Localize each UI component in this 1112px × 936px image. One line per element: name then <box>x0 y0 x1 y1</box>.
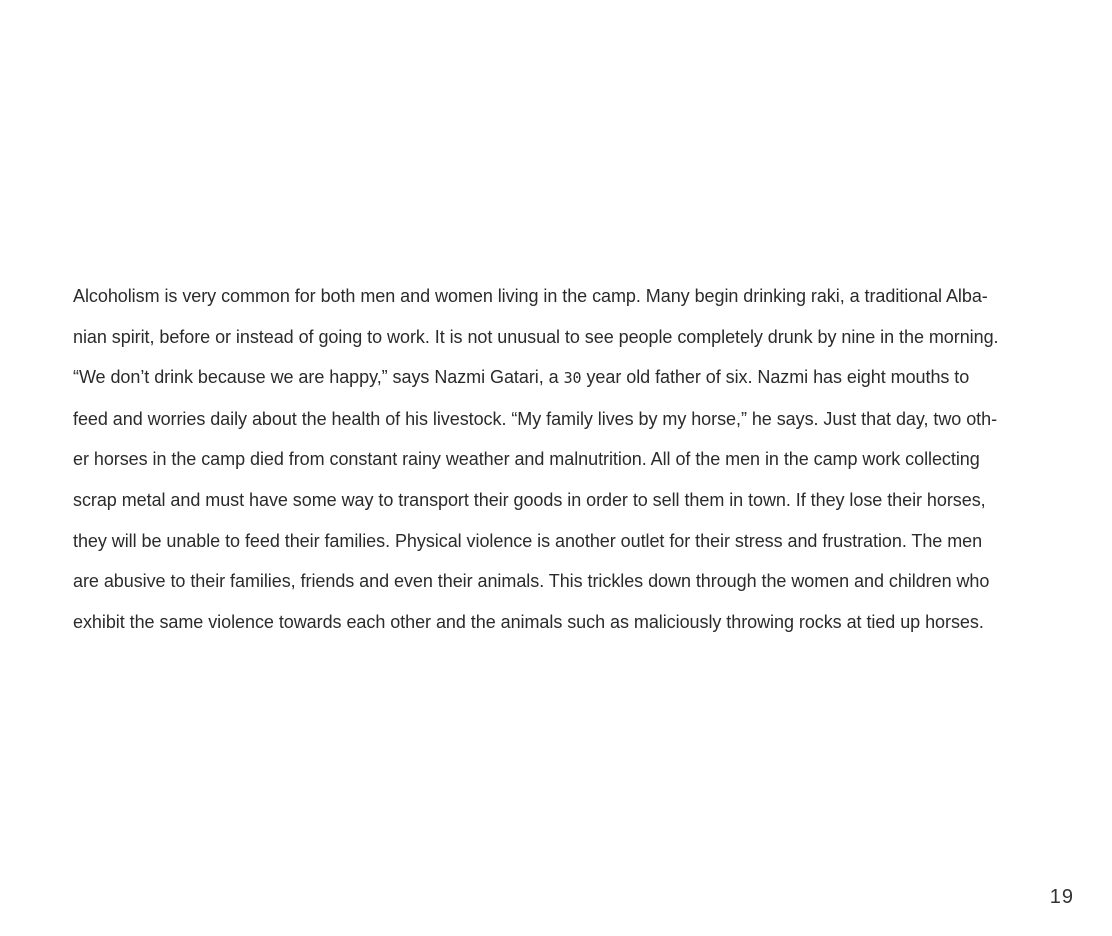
page-number: 19 <box>1049 886 1074 908</box>
paragraph-line-9: exhibit the same violence towards each other and the animals such as maliciously throwing rocks at tied up horses. <box>73 611 984 632</box>
paragraph-line-4: feed and worries daily about the health of his livestock. “My family lives by my horse,” he says. Just that day, two oth- <box>73 408 998 429</box>
paragraph-line-3 <box>73 357 1083 399</box>
paragraph-line-7: they will be unable to feed their families. Physical violence is another outlet for their stress and frustration. The men <box>73 530 983 551</box>
age-number: 30 <box>563 369 582 388</box>
line-3-end: year old father of six. Nazmi has eight mouths to <box>581 367 970 388</box>
paragraph-line-5: er horses in the camp died from constant rainy weather and malnutrition. All of the men in the camp work collecting <box>73 449 980 470</box>
paragraph-line-8: are abusive to their families, friends and even their animals. This trickles down through the women and children who <box>73 571 990 592</box>
line-3-start: “We don’t drink because we are happy,” says Nazmi Gatari, a <box>73 367 564 388</box>
article-paragraph <box>73 276 1083 642</box>
paragraph-line-6: scrap metal and must have some way to transport their goods in order to sell them in town. If they lose their horses, <box>73 489 986 510</box>
paragraph-line-1: Alcoholism is very common for both men and women living in the camp. Many begin drinking raki, a traditional Alba- <box>73 286 988 306</box>
paragraph-line-2: nian spirit, before or instead of going to work. It is not unusual to see people completely drunk by nine in the morning. <box>73 326 999 347</box>
